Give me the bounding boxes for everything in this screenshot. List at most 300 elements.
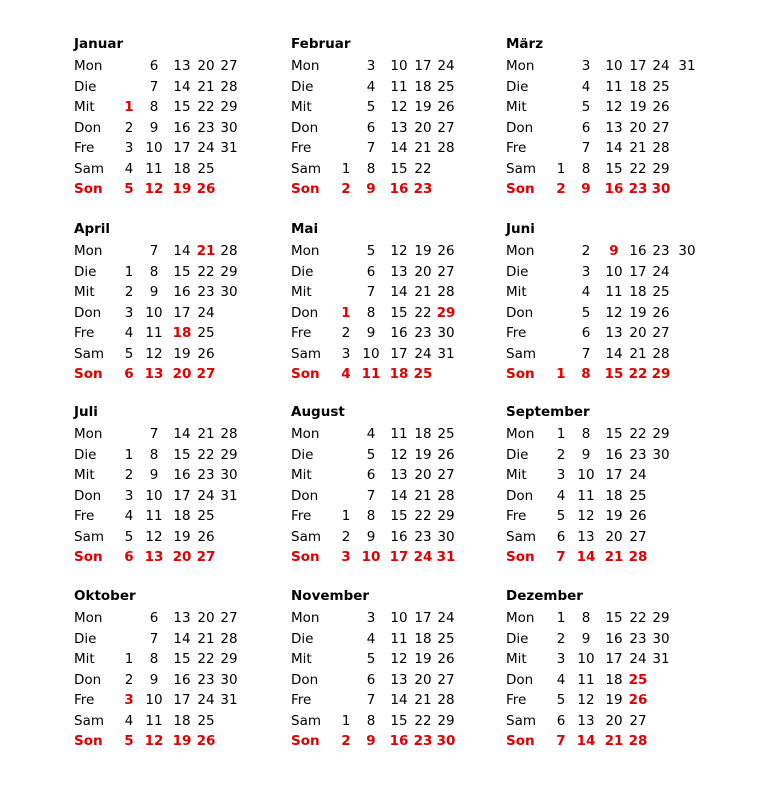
date-number: 19: [629, 99, 647, 115]
holiday-date: 20: [172, 549, 192, 565]
date-number: 19: [605, 692, 623, 708]
date-number: 1: [556, 610, 566, 626]
date-number: 14: [605, 140, 623, 156]
date-number: 11: [390, 78, 408, 95]
holiday-date: 31: [436, 549, 456, 565]
date-number: 18: [414, 630, 432, 647]
month-name: April: [74, 221, 111, 237]
date-number: 30: [652, 630, 670, 647]
weekday-row: [506, 120, 736, 140]
weekday-label: Don: [506, 487, 534, 504]
date-number: 10: [390, 58, 408, 74]
date-number: 6: [366, 467, 376, 483]
date-number: 17: [173, 692, 191, 708]
date-number: 18: [414, 426, 432, 442]
date-number: 24: [197, 304, 215, 321]
weekday-row: [506, 488, 736, 508]
date-number: 14: [173, 243, 191, 259]
holiday-date: 2: [556, 181, 566, 197]
date-number: 18: [173, 160, 191, 177]
date-number: 23: [652, 243, 670, 259]
date-number: 16: [629, 243, 647, 259]
date-number: 5: [366, 446, 376, 463]
date-number: 15: [390, 712, 408, 729]
holiday-date: 7: [556, 733, 566, 749]
date-number: 13: [390, 671, 408, 688]
weekday-row: [506, 651, 736, 671]
date-number: 17: [605, 651, 623, 667]
date-number: 8: [581, 426, 591, 442]
weekday-label: Don: [291, 304, 319, 321]
date-number: 15: [173, 651, 191, 667]
date-number: 26: [629, 508, 647, 524]
weekday-row: [506, 161, 736, 181]
holiday-date: 18: [389, 366, 409, 382]
date-number: 8: [149, 99, 159, 115]
date-number: 1: [341, 712, 351, 729]
date-number: 5: [366, 99, 376, 115]
date-number: 31: [437, 345, 455, 362]
date-number: 17: [414, 610, 432, 626]
date-number: 20: [197, 58, 215, 74]
date-number: 6: [149, 610, 159, 626]
holiday-date: 27: [196, 549, 216, 565]
date-number: 28: [437, 140, 455, 156]
weekday-label: Mit: [74, 651, 95, 667]
date-number: 22: [197, 651, 215, 667]
weekday-row: [291, 161, 521, 181]
date-number: 17: [390, 345, 408, 362]
weekday-label: Don: [506, 304, 534, 321]
date-number: 23: [629, 446, 647, 463]
date-number: 28: [220, 630, 238, 647]
date-number: 4: [124, 508, 134, 524]
date-number: 30: [678, 243, 696, 259]
weekday-row: [74, 733, 304, 753]
date-number: 23: [414, 325, 432, 341]
weekday-label: Die: [506, 78, 529, 95]
weekday-row: [291, 79, 521, 99]
weekday-row: [506, 426, 736, 446]
date-number: 27: [437, 119, 455, 136]
date-number: 10: [145, 140, 163, 156]
weekday-label: Son: [506, 366, 535, 382]
date-number: 28: [437, 692, 455, 708]
date-number: 24: [652, 263, 670, 280]
weekday-label: Sam: [506, 712, 536, 729]
date-number: 1: [124, 446, 134, 463]
date-number: 21: [629, 345, 647, 362]
date-number: 26: [197, 345, 215, 362]
date-number: 31: [220, 140, 238, 156]
month-name: Dezember: [506, 588, 583, 604]
date-number: 4: [366, 78, 376, 95]
date-number: 7: [149, 78, 159, 95]
weekday-row: [74, 325, 304, 345]
date-number: 4: [556, 487, 566, 504]
weekday-row: [74, 79, 304, 99]
weekday-label: Don: [74, 671, 102, 688]
weekday-label: Mit: [506, 467, 527, 483]
weekday-label: Die: [506, 263, 529, 280]
weekday-row: [74, 447, 304, 467]
month-name: Februar: [291, 36, 351, 52]
date-number: 12: [145, 345, 163, 362]
month-name: Juli: [74, 404, 98, 420]
date-number: 11: [390, 426, 408, 442]
date-number: 25: [197, 325, 215, 341]
date-number: 25: [437, 630, 455, 647]
date-number: 13: [605, 325, 623, 341]
date-number: 9: [366, 325, 376, 341]
weekday-row: [506, 529, 736, 549]
date-number: 5: [366, 243, 376, 259]
weekday-row: [291, 529, 521, 549]
month-september: [506, 404, 736, 574]
date-number: 29: [652, 426, 670, 442]
date-number: 1: [341, 160, 351, 177]
date-number: 23: [197, 467, 215, 483]
weekday-row: [74, 651, 304, 671]
holiday-date: 30: [651, 181, 671, 197]
weekday-label: Don: [74, 119, 102, 136]
date-number: 17: [173, 304, 191, 321]
weekday-label: Sam: [291, 712, 321, 729]
date-number: 14: [390, 692, 408, 708]
date-number: 24: [629, 651, 647, 667]
holiday-date: 22: [628, 366, 648, 382]
weekday-row: [291, 467, 521, 487]
weekday-row: [291, 713, 521, 733]
month-märz: [506, 36, 736, 206]
weekday-label: Mit: [74, 467, 95, 483]
month-name: Januar: [74, 36, 124, 52]
date-number: 31: [652, 651, 670, 667]
date-number: 5: [581, 304, 591, 321]
weekday-label: Mit: [291, 651, 312, 667]
date-number: 13: [605, 119, 623, 136]
weekday-label: Son: [74, 366, 103, 382]
date-number: 11: [145, 508, 163, 524]
weekday-label: Sam: [291, 528, 321, 545]
weekday-label: Die: [291, 78, 314, 95]
weekday-label: Son: [291, 549, 320, 565]
weekday-row: [291, 692, 521, 712]
date-number: 12: [605, 304, 623, 321]
weekday-row: [74, 631, 304, 651]
date-number: 22: [414, 712, 432, 729]
weekday-row: [291, 610, 521, 630]
weekday-row: [506, 140, 736, 160]
weekday-label: Don: [291, 671, 319, 688]
date-number: 14: [390, 140, 408, 156]
holiday-date: 23: [628, 181, 648, 197]
date-number: 15: [605, 160, 623, 177]
date-number: 19: [173, 528, 191, 545]
weekday-label: Fre: [291, 692, 312, 708]
date-number: 24: [652, 58, 670, 74]
weekday-label: Mit: [291, 284, 312, 300]
weekday-row: [291, 346, 521, 366]
weekday-label: Sam: [291, 160, 321, 177]
date-number: 24: [437, 58, 455, 74]
weekday-row: [506, 325, 736, 345]
holiday-date: 16: [604, 181, 624, 197]
date-number: 20: [414, 671, 432, 688]
date-number: 24: [437, 610, 455, 626]
date-number: 5: [366, 651, 376, 667]
weekday-label: Die: [291, 263, 314, 280]
weekday-row: [506, 713, 736, 733]
holiday-date: 15: [604, 366, 624, 382]
weekday-label: Mon: [506, 610, 535, 626]
date-number: 20: [605, 712, 623, 729]
weekday-row: [291, 140, 521, 160]
date-number: 6: [581, 325, 591, 341]
weekday-label: Mit: [291, 99, 312, 115]
date-number: 14: [390, 487, 408, 504]
date-number: 13: [577, 528, 595, 545]
date-number: 2: [124, 671, 134, 688]
date-number: 15: [173, 263, 191, 280]
weekday-row: [74, 529, 304, 549]
date-number: 4: [366, 426, 376, 442]
date-number: 22: [414, 508, 432, 524]
date-number: 5: [556, 508, 566, 524]
weekday-label: Fre: [291, 140, 312, 156]
date-number: 30: [437, 528, 455, 545]
date-number: 11: [145, 712, 163, 729]
weekday-row: [74, 692, 304, 712]
date-number: 7: [149, 243, 159, 259]
date-number: 17: [605, 467, 623, 483]
date-number: 8: [581, 610, 591, 626]
date-number: 6: [556, 712, 566, 729]
date-number: 26: [437, 99, 455, 115]
weekday-row: [291, 264, 521, 284]
date-number: 25: [197, 160, 215, 177]
holiday-date: 1: [124, 99, 134, 115]
weekday-row: [506, 264, 736, 284]
date-number: 21: [414, 692, 432, 708]
date-number: 29: [220, 651, 238, 667]
weekday-row: [291, 631, 521, 651]
date-number: 8: [149, 651, 159, 667]
date-number: 26: [437, 243, 455, 259]
date-number: 3: [366, 610, 376, 626]
date-number: 25: [629, 487, 647, 504]
weekday-label: Mon: [291, 426, 320, 442]
month-name: Mai: [291, 221, 319, 237]
date-number: 29: [437, 508, 455, 524]
date-number: 9: [149, 671, 159, 688]
date-number: 31: [220, 487, 238, 504]
date-number: 7: [581, 140, 591, 156]
date-number: 14: [173, 630, 191, 647]
date-number: 12: [390, 446, 408, 463]
date-number: 29: [220, 446, 238, 463]
weekday-row: [506, 79, 736, 99]
weekday-label: Sam: [506, 160, 536, 177]
month-dezember: [506, 588, 736, 758]
date-number: 12: [605, 99, 623, 115]
holiday-date: 28: [628, 733, 648, 749]
date-number: 2: [341, 528, 351, 545]
weekday-row: [74, 284, 304, 304]
date-number: 2: [556, 446, 566, 463]
date-number: 18: [173, 712, 191, 729]
weekday-label: Son: [506, 733, 535, 749]
weekday-label: Mit: [506, 99, 527, 115]
date-number: 27: [437, 263, 455, 280]
date-number: 23: [197, 671, 215, 688]
holiday-date: 1: [341, 304, 351, 321]
date-number: 16: [605, 630, 623, 647]
weekday-row: [291, 120, 521, 140]
month-november: [291, 588, 521, 758]
date-number: 16: [173, 284, 191, 300]
date-number: 6: [149, 58, 159, 74]
holiday-date: 21: [604, 549, 624, 565]
date-number: 20: [629, 119, 647, 136]
weekday-row: [506, 631, 736, 651]
date-number: 24: [629, 467, 647, 483]
weekday-row: [74, 161, 304, 181]
weekday-label: Son: [506, 549, 535, 565]
date-number: 29: [437, 712, 455, 729]
date-number: 21: [414, 140, 432, 156]
date-number: 24: [197, 487, 215, 504]
date-number: 27: [220, 58, 238, 74]
date-number: 15: [173, 446, 191, 463]
date-number: 28: [437, 487, 455, 504]
date-number: 3: [341, 345, 351, 362]
date-number: 10: [362, 345, 380, 362]
date-number: 13: [173, 58, 191, 74]
month-name: März: [506, 36, 544, 52]
holiday-date: 9: [366, 181, 376, 197]
date-number: 31: [678, 58, 696, 74]
date-number: 12: [390, 243, 408, 259]
weekday-label: Mon: [74, 58, 103, 74]
date-number: 17: [414, 58, 432, 74]
weekday-label: Fre: [506, 325, 527, 341]
weekday-label: Fre: [506, 140, 527, 156]
date-number: 4: [366, 630, 376, 647]
date-number: 30: [220, 671, 238, 688]
date-number: 16: [173, 467, 191, 483]
date-number: 10: [577, 467, 595, 483]
date-number: 30: [220, 119, 238, 136]
date-number: 21: [414, 284, 432, 300]
date-number: 7: [366, 692, 376, 708]
weekday-row: [291, 243, 521, 263]
date-number: 24: [197, 692, 215, 708]
weekday-label: Mit: [291, 467, 312, 483]
date-number: 20: [197, 610, 215, 626]
weekday-row: [74, 488, 304, 508]
date-number: 17: [173, 487, 191, 504]
weekday-label: Fre: [74, 508, 95, 524]
date-number: 3: [124, 140, 134, 156]
holiday-date: 8: [581, 366, 591, 382]
weekday-label: Mon: [291, 243, 320, 259]
date-number: 16: [390, 325, 408, 341]
weekday-row: [291, 488, 521, 508]
date-number: 27: [652, 325, 670, 341]
date-number: 3: [366, 58, 376, 74]
date-number: 11: [605, 284, 623, 300]
weekday-label: Son: [506, 181, 535, 197]
date-number: 11: [145, 325, 163, 341]
date-number: 22: [197, 99, 215, 115]
date-number: 14: [173, 426, 191, 442]
weekday-label: Die: [74, 263, 97, 280]
month-name: November: [291, 588, 370, 604]
date-number: 21: [197, 78, 215, 95]
month-februar: [291, 36, 521, 206]
date-number: 5: [124, 528, 134, 545]
weekday-row: [506, 366, 736, 386]
date-number: 19: [629, 304, 647, 321]
holiday-date: 2: [341, 181, 351, 197]
date-number: 19: [173, 345, 191, 362]
holiday-date: 16: [389, 181, 409, 197]
weekday-label: Son: [291, 366, 320, 382]
date-number: 16: [173, 671, 191, 688]
holiday-date: 14: [576, 549, 596, 565]
date-number: 10: [145, 304, 163, 321]
weekday-row: [74, 58, 304, 78]
holiday-date: 16: [389, 733, 409, 749]
weekday-row: [74, 672, 304, 692]
date-number: 2: [581, 243, 591, 259]
date-number: 10: [605, 58, 623, 74]
date-number: 22: [629, 426, 647, 442]
month-name: Juni: [506, 221, 535, 237]
date-number: 6: [366, 671, 376, 688]
weekday-label: Fre: [74, 325, 95, 341]
weekday-label: Fre: [291, 508, 312, 524]
date-number: 11: [145, 160, 163, 177]
date-number: 12: [577, 508, 595, 524]
month-name: September: [506, 404, 590, 420]
date-number: 10: [145, 692, 163, 708]
date-number: 27: [220, 610, 238, 626]
date-number: 7: [366, 140, 376, 156]
holiday-date: 4: [341, 366, 351, 382]
weekday-row: [506, 733, 736, 753]
weekday-label: Fre: [506, 692, 527, 708]
date-number: 24: [414, 345, 432, 362]
month-august: [291, 404, 521, 574]
weekday-label: Die: [74, 446, 97, 463]
date-number: 19: [605, 508, 623, 524]
weekday-label: Mit: [74, 99, 95, 115]
holiday-date: 20: [172, 366, 192, 382]
weekday-row: [506, 305, 736, 325]
date-number: 25: [437, 78, 455, 95]
date-number: 30: [437, 325, 455, 341]
date-number: 4: [581, 284, 591, 300]
weekday-row: [74, 243, 304, 263]
date-number: 8: [149, 446, 159, 463]
date-number: 25: [197, 508, 215, 524]
weekday-label: Son: [74, 181, 103, 197]
date-number: 21: [197, 630, 215, 647]
weekday-row: [291, 325, 521, 345]
weekday-row: [291, 508, 521, 528]
